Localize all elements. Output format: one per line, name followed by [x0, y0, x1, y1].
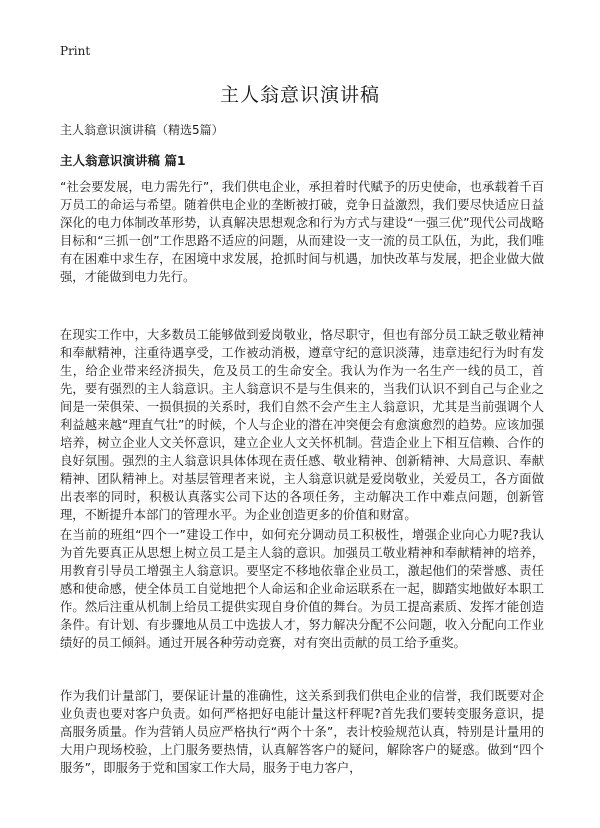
document-subtitle: 主人翁意识演讲稿（精选5篇）: [60, 123, 224, 137]
body-paragraph: 在现实工作中，大多数员工能够做到爱岗敬业，恪尽职守，但也有部分员工缺乏敬业精神和奉献精神，注重待遇享受，工作被动消极，遵章守纪的意识淡薄，违章违纪行为时有发生，给企业带来经济损失，危及员工的生命安全。我认为作为一名生产一线的员工，首先，要有强烈的主人翁意识。主人翁意识不是与生俱来的，当我们认识不到自己与企业之间是一荣俱荣、一损俱损的关系时，我们自然不会产生主人翁意识，尤其是当前强调个人利益越来越“理直气壮”的时候，个人与企业的潜在冲突便会有愈演愈烈的趋势。应该加强培养，树立企业人文关怀意识，建立企业人文关怀机制。营造企业上下相互信赖、合作的良好氛围。强烈的主人翁意识具体体现在责任感、敬业精神、创新精神、大局意识、奉献精神、团队精神上。对基层管理者来说，主人翁意识就是爱岗敬业，关爱员工，各方面做出表率的同时，积极认真落实公司下达的各项任务，主动解决工作中难点问题，创新管理，不断提升本部门的管理水平。为企业创造更多的价值和财富。: [60, 328, 544, 522]
body-paragraph: 在当前的班组“四个一”建设工作中，如何充分调动员工积极性，增强企业向心力呢?我认为首先要真正从思想上树立员工是主人翁的意识。加强员工敬业精神和奉献精神的培养，用教育引导员工增强主人翁意识。要坚定不移地依靠企业员工，激起他们的荣誉感、责任感和使命感，使全体员工自觉地把个人命运和企业命运联系在一起，脚踏实地做好本职工作。然后注重从机制上给员工提供实现自身价值的舞台。为员工提高素质、发挥才能创造条件。有计划、有步骤地从员工中选拔人才，努力解决分配不公问题，收入分配向工作业绩好的员工倾斜。通过开展各种劳动竞赛，对有突出贡献的员工给予重奖。: [60, 528, 544, 650]
body-paragraph: “社会要发展，电力需先行”，我们供电企业，承担着时代赋予的历史使命，也承载着千百万员工的命运与希望。随着供电企业的垄断被打破，竞争日益激烈，我们要尽快适应日益深化的电力体制改革形势，认真解决思想观念和行为方式与建设“一强三优”现代公司战略目标和“三抓一创”工作思路不适应的问题，从而建设一支一流的员工队伍，为此，我们唯有在困难中求生存，在困境中求发展，抢抓时间与机遇，加快改革与发展，把企业做大做强，才能做到电力先行。: [60, 180, 544, 284]
body-paragraph: 作为我们计量部门，要保证计量的准确性，这关系到我们供电企业的信誉，我们既要对企业负责也要对客户负责。如何严格把好电能计量这杆秤呢?首先我们要转变服务意识，提高服务质量。作为营销人员应严格执行“两个十条”，表计校验规范认真，特别是计量用的大用户现场校验，上门服务要热情，认真解答客户的疑问，解除客户的疑惑。做到“四个服务”，即服务于党和国家工作大局，服务于电力客户，: [60, 689, 544, 775]
print-link[interactable]: Print: [60, 44, 91, 58]
page-title: 主人翁意识演讲稿: [219, 84, 380, 106]
section-heading: 主人翁意识演讲稿 篇1: [60, 153, 186, 168]
